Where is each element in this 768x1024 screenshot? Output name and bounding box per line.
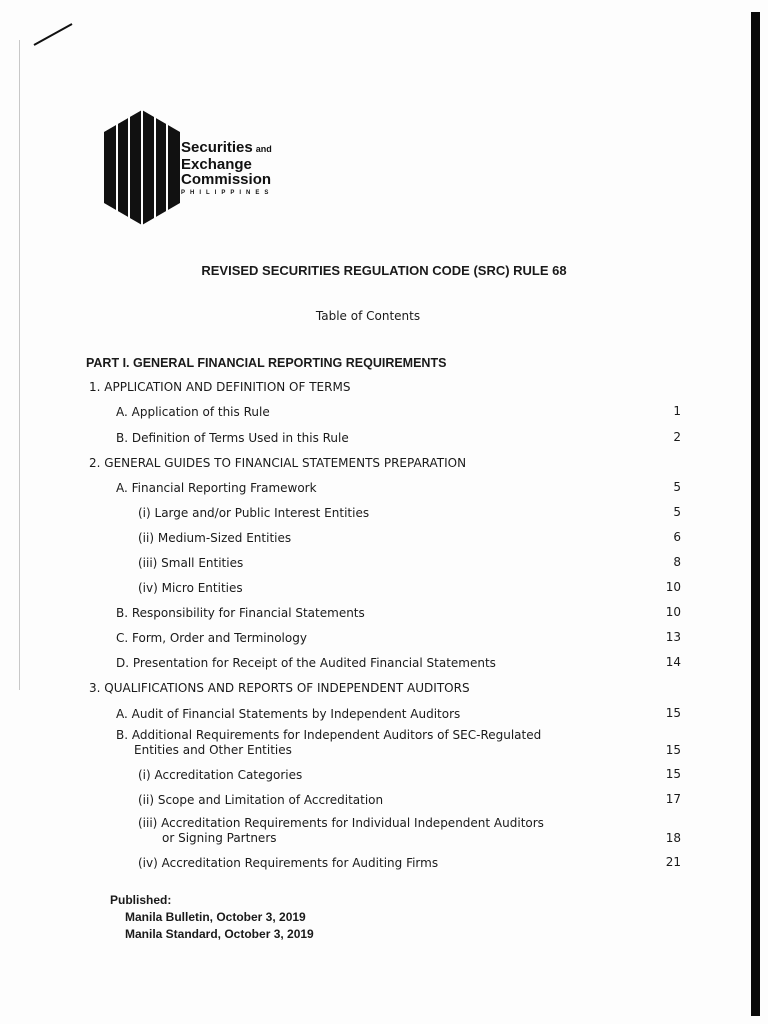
toc-subentry: (iii) Accreditation Requirements for Individual Independent Auditors [138,816,544,830]
document-title: REVISED SECURITIES REGULATION CODE (SRC) RULE 68 [201,263,567,278]
toc-page-number: 14 [665,655,681,669]
toc-section-3: 3. QUALIFICATIONS AND REPORTS OF INDEPENDENT AUDITORS [89,681,470,695]
toc-page-number: 15 [665,743,681,757]
toc-subentry: (i) Accreditation Categories [138,768,303,782]
scan-margin-line [19,40,20,690]
toc-entry: D. Presentation for Receipt of the Audited Financial Statements [116,656,496,670]
toc-entry: B. Additional Requirements for Independent Auditors of SEC-Regulated [116,728,542,742]
toc-entry: A. Application of this Rule [116,405,270,419]
part-heading: PART I. GENERAL FINANCIAL REPORTING REQUIREMENTS [86,356,447,370]
toc-page-number: 8 [673,555,681,569]
toc-section-1: 1. APPLICATION AND DEFINITION OF TERMS [89,380,351,394]
toc-title: Table of Contents [315,309,421,323]
toc-page-number: 5 [673,505,681,519]
toc-page-number: 21 [665,855,681,869]
toc-subentry-continued: or Signing Partners [162,831,277,845]
toc-entry: B. Responsibility for Financial Statements [116,606,365,620]
toc-page-number: 5 [673,480,681,494]
toc-page-number: 1 [673,404,681,418]
published-heading: Published: [110,893,172,907]
sec-logo-wordmark: Securities and Exchange Commission PHILIPPINES [181,139,274,196]
toc-page-number: 10 [665,580,681,594]
toc-entry: A. Audit of Financial Statements by Independent Auditors [116,707,461,721]
toc-entry: C. Form, Order and Terminology [116,631,307,645]
toc-page-number: 10 [665,605,681,619]
toc-page-number: 15 [665,706,681,720]
sec-logo [104,110,304,225]
toc-page-number: 13 [665,630,681,644]
toc-subentry: (ii) Medium-Sized Entities [138,531,292,545]
scan-edge-bar [751,12,760,1016]
toc-subentry: (i) Large and/or Public Interest Entities [138,506,370,520]
toc-section-2: 2. GENERAL GUIDES TO FINANCIAL STATEMENTS PREPARATION [89,456,467,470]
toc-subentry: (iv) Accreditation Requirements for Auditing Firms [138,856,439,870]
published-line-1: Manila Bulletin, October 3, 2019 [125,910,306,924]
toc-page-number: 15 [665,767,681,781]
toc-page-number: 18 [665,831,681,845]
sec-logo-emblem [104,110,180,225]
toc-page-number: 6 [673,530,681,544]
toc-page-number: 17 [665,792,681,806]
pen-mark [32,22,74,48]
toc-subentry: (iv) Micro Entities [138,581,243,595]
toc-subentry: (iii) Small Entities [138,556,244,570]
published-line-2: Manila Standard, October 3, 2019 [125,927,314,941]
toc-entry-continued: Entities and Other Entities [134,743,292,757]
toc-entry: A. Financial Reporting Framework [116,481,317,495]
toc-subentry: (ii) Scope and Limitation of Accreditation [138,793,384,807]
toc-page-number: 2 [673,430,681,444]
toc-entry: B. Definition of Terms Used in this Rule [116,431,349,445]
